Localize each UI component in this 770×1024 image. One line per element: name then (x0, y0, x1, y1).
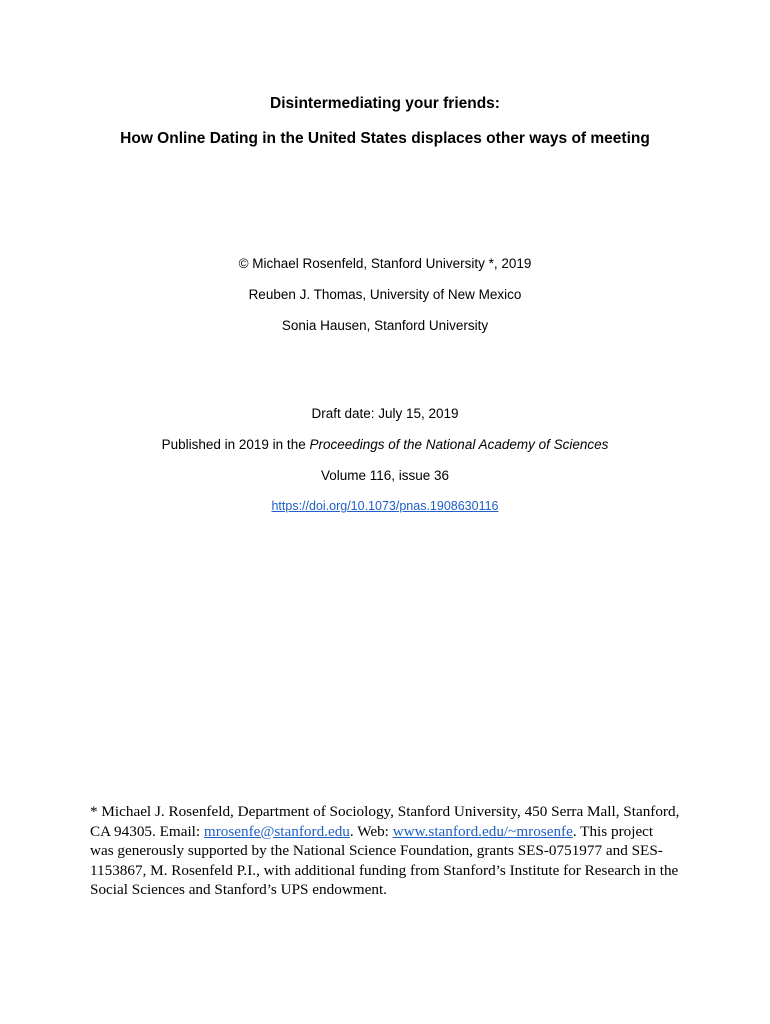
publication-prefix: Published in 2019 in the (161, 437, 310, 452)
footnote-line-5: Social Sciences and Stanford’s UPS endowment. (90, 881, 387, 899)
author-hausen: Sonia Hausen, Stanford University (281, 318, 489, 333)
web-link[interactable]: www.stanford.edu/~mrosenfe (392, 822, 573, 840)
title-line-1: Disintermediating your friends: (270, 95, 500, 112)
author-footnote (90, 802, 690, 900)
doi-line (0, 499, 770, 513)
footnote-line-3: was generously supported by the National Science Foundation, grants SES-0751977 and SES- (90, 842, 663, 860)
publication-line (0, 437, 770, 452)
author-thomas: Reuben J. Thomas, University of New Mexico (248, 287, 522, 302)
footnote-web-prefix: . Web: (349, 822, 393, 840)
footnote-email-prefix: CA 94305. Email: (90, 822, 204, 840)
title-line-2: How Online Dating in the United States displaces other ways of meeting (120, 130, 650, 147)
volume-issue: Volume 116, issue 36 (320, 468, 450, 483)
footnote-line-1: * Michael J. Rosenfeld, Department of Sociology, Stanford University, 450 Serra Mall, Stanford, (90, 803, 680, 820)
email-link[interactable]: mrosenfe@stanford.edu (203, 822, 350, 840)
doi-link[interactable]: https://doi.org/10.1073/pnas.1908630116 (271, 499, 499, 513)
footnote-line-2 (90, 822, 690, 842)
author-rosenfeld: © Michael Rosenfeld, Stanford University *, 2019 (238, 256, 532, 271)
journal-name: Proceedings of the National Academy of Sciences (309, 437, 609, 452)
footnote-line-2-suffix: . This project (572, 822, 654, 840)
footnote-line-4: 1153867, M. Rosenfeld P.I., with additional funding from Stanford’s Institute for Research in the (90, 861, 679, 879)
draft-date: Draft date: July 15, 2019 (311, 406, 459, 421)
